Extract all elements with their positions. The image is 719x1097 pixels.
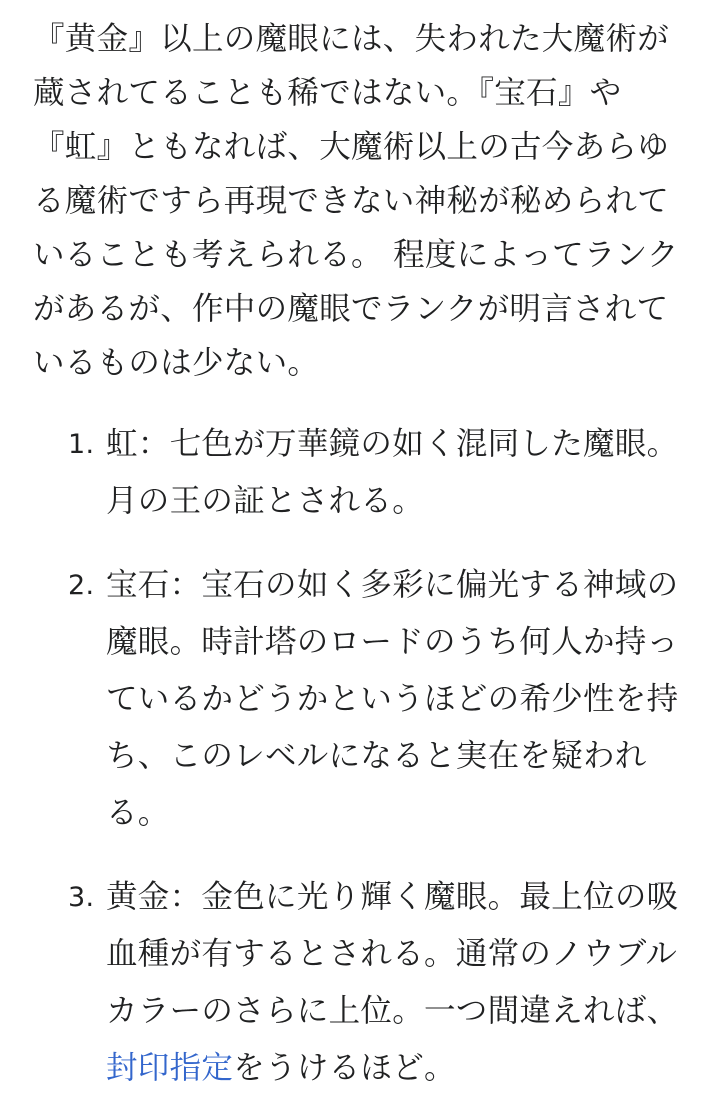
rank-term: 虹 [106, 426, 138, 462]
list-item-jewel [68, 557, 679, 842]
rank-description: 七色が万華鏡の如く混同した魔眼。月の王の証とされる。 [106, 426, 679, 519]
list-item-gold [68, 869, 679, 1097]
list-item-text [106, 557, 679, 842]
list-number: 2. [68, 570, 95, 601]
rank-description-end: をうけるほど。 [233, 1050, 456, 1086]
list-item-text [106, 869, 679, 1097]
intro-paragraph: 『黄金』以上の魔眼には、失われた大魔術が蔵されてることも稀ではない。『宝石』や『虹』ともなれば、大魔術以上の古今あらゆる魔術ですら再現できない神秘が秘められていることも考えられる。 程度によってランクがあるが、作中の魔眼でランクが明言されているものは少ない。 [33, 21, 679, 381]
rank-term: 宝石 [106, 567, 170, 603]
list-item-rainbow [68, 416, 679, 530]
term-separator: ： [137, 426, 170, 462]
rank-list [33, 416, 679, 1097]
term-separator: ： [169, 879, 202, 915]
list-item-text [106, 416, 679, 530]
list-number: 1. [68, 429, 95, 460]
sealing-designation-link[interactable]: 封印指定 [106, 1050, 234, 1086]
rank-description: 宝石の如く多彩に偏光する神域の魔眼。時計塔のロードのうち何人か持っているかどうかというほどの希少性を持ち、このレベルになると実在を疑われる。 [106, 567, 679, 831]
list-number: 3. [68, 882, 95, 913]
term-separator: ： [169, 567, 202, 603]
rank-description: 金色に光り輝く魔眼。最上位の吸血種が有するとされる。通常のノウブルカラーのさらに上位。一つ間違えれば、 [106, 879, 679, 1029]
rank-term: 黄金 [106, 879, 170, 915]
